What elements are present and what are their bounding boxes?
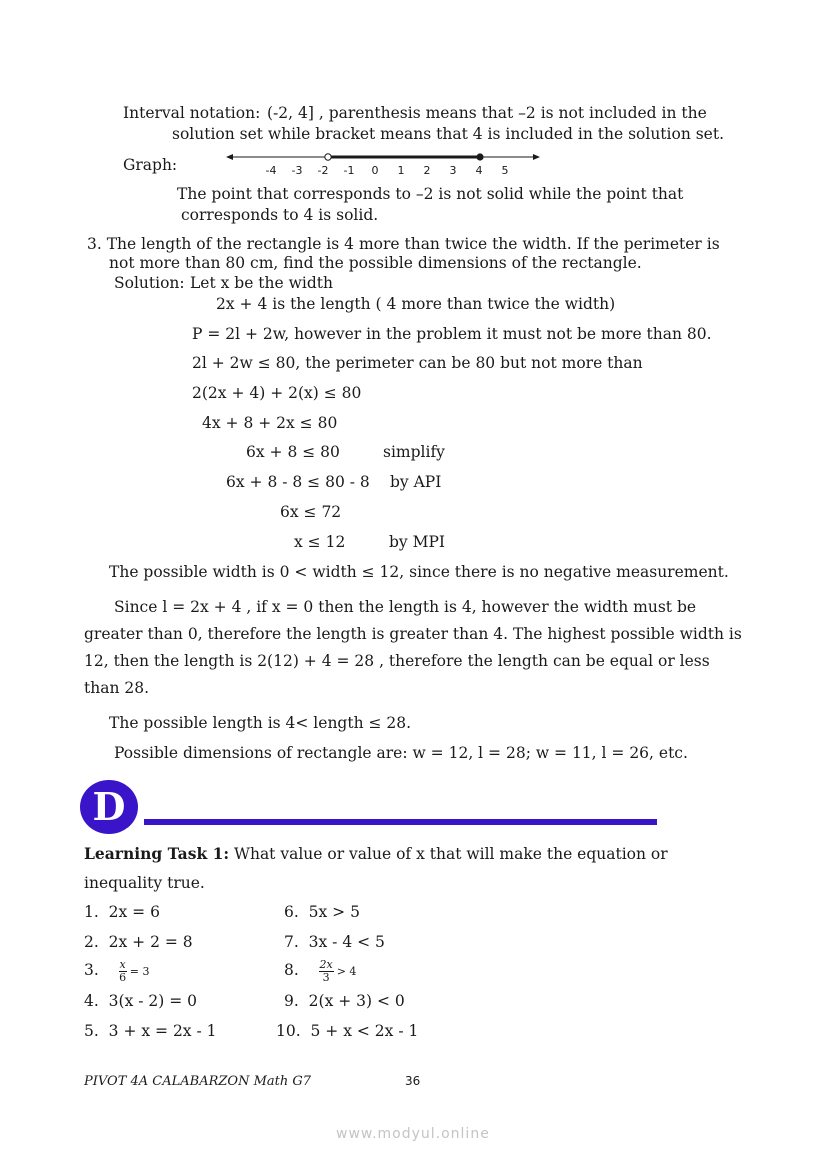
- number-line-axis: [226, 150, 540, 164]
- task-item: 6. 5x > 5: [284, 903, 360, 921]
- problem-line2: not more than 80 cm, find the possible dimensions of the rectangle.: [109, 254, 642, 272]
- inequality-step1: 2l + 2w ≤ 80, the perimeter can be 80 but not more than: [192, 354, 643, 372]
- inequality-step5-note: by API: [390, 473, 442, 491]
- learning-task-line2: inequality true.: [84, 874, 205, 892]
- tick-label: 3: [449, 164, 457, 177]
- fraction: $\frac{2x}{3}$: [319, 957, 333, 984]
- number-line: [226, 148, 540, 184]
- arrow-right-icon: [533, 154, 540, 160]
- tick-label: 1: [397, 164, 405, 177]
- section-letter: D: [92, 784, 126, 829]
- section-badge: [80, 780, 138, 834]
- task-item: 8. $\frac{2x}{3}$ > 4: [284, 957, 357, 984]
- task-item: 7. 3x - 4 < 5: [284, 933, 385, 951]
- tick-label: 2: [423, 164, 431, 177]
- page-number: 36: [405, 1074, 421, 1088]
- tick-label: -1: [343, 164, 355, 177]
- possible-dimensions: Possible dimensions of rectangle are: w = 12, l = 28; w = 11, l = 26, etc.: [114, 744, 688, 762]
- problem-line1: 3. The length of the rectangle is 4 more than twice the width. If the perimeter is: [87, 235, 720, 253]
- closed-point-icon: [476, 153, 483, 160]
- tick-label: 5: [501, 164, 509, 177]
- footer-title: PIVOT 4A CALABARZON Math G7: [84, 1074, 312, 1089]
- paragraph-line3: 12, then the length is 2(12) + 4 = 28 , therefore the length can be equal or less: [84, 652, 710, 670]
- inequality-step4: 6x + 8 ≤ 80: [246, 443, 340, 461]
- paragraph-line4: than 28.: [84, 679, 150, 697]
- inequality-step3: 4x + 8 + 2x ≤ 80: [202, 414, 338, 432]
- length-definition: 2x + 4 is the length ( 4 more than twice the width): [216, 295, 616, 313]
- task-item: 9. 2(x + 3) < 0: [284, 992, 405, 1010]
- interval-text-line1: (-2, 4] , parenthesis means that –2 is not included in the: [267, 104, 707, 122]
- paragraph-line1: Since l = 2x + 4 , if x = 0 then the length is 4, however the width must be: [114, 598, 697, 616]
- tick-label: 4: [475, 164, 483, 177]
- section-divider: [144, 819, 657, 825]
- perimeter-formula: P = 2l + 2w, however in the problem it must not be more than 80.: [192, 325, 712, 343]
- inequality-step5: 6x + 8 - 8 ≤ 80 - 8: [226, 473, 370, 491]
- solution-text: Let x be the width: [190, 274, 333, 292]
- task-item: 4. 3(x - 2) = 0: [84, 992, 198, 1010]
- learning-task-text: What value or value of x that will make the equation or: [234, 845, 668, 863]
- tick-label: -2: [317, 164, 329, 177]
- task-item: 2. 2x + 2 = 8: [84, 933, 193, 951]
- graph-note-line2: corresponds to 4 is solid.: [181, 206, 379, 224]
- graph-note-line1: The point that corresponds to –2 is not solid while the point that: [177, 185, 684, 203]
- paragraph-line2: greater than 0, therefore the length is greater than 4. The highest possible width is: [84, 625, 742, 643]
- graph-label: Graph:: [123, 156, 178, 174]
- open-point-icon: [325, 154, 331, 160]
- possible-length: The possible length is 4< length ≤ 28.: [109, 714, 412, 732]
- task-item: 5. 3 + x = 2x - 1: [84, 1022, 217, 1040]
- inequality-step7-note: by MPI: [389, 533, 446, 551]
- inequality-step2: 2(2x + 4) + 2(x) ≤ 80: [192, 384, 362, 402]
- watermark: www.modyul.online: [336, 1126, 490, 1142]
- tick-label: 0: [371, 164, 379, 177]
- fraction: $\frac{x}{6}$: [119, 957, 127, 984]
- interval-text-line2: solution set while bracket means that 4 is included in the solution set.: [172, 125, 725, 143]
- task-item: 1. 2x = 6: [84, 903, 160, 921]
- interval-label: Interval notation:: [123, 104, 261, 122]
- inequality-step7: x ≤ 12: [294, 533, 346, 551]
- task-item: 10. 5 + x < 2x - 1: [276, 1022, 419, 1040]
- learning-task-line1: [84, 846, 668, 863]
- inequality-step4-note: simplify: [383, 443, 445, 461]
- tick-label: -4: [265, 164, 277, 177]
- solution-label: Solution:: [114, 274, 185, 292]
- arrow-left-icon: [226, 154, 233, 160]
- possible-width: The possible width is 0 < width ≤ 12, since there is no negative measurement.: [109, 563, 729, 581]
- learning-task-title: Learning Task 1:: [84, 844, 230, 863]
- task-item: 3. $\frac{x}{6}$ = 3: [84, 957, 150, 984]
- tick-label: -3: [291, 164, 303, 177]
- inequality-step6: 6x ≤ 72: [280, 503, 342, 521]
